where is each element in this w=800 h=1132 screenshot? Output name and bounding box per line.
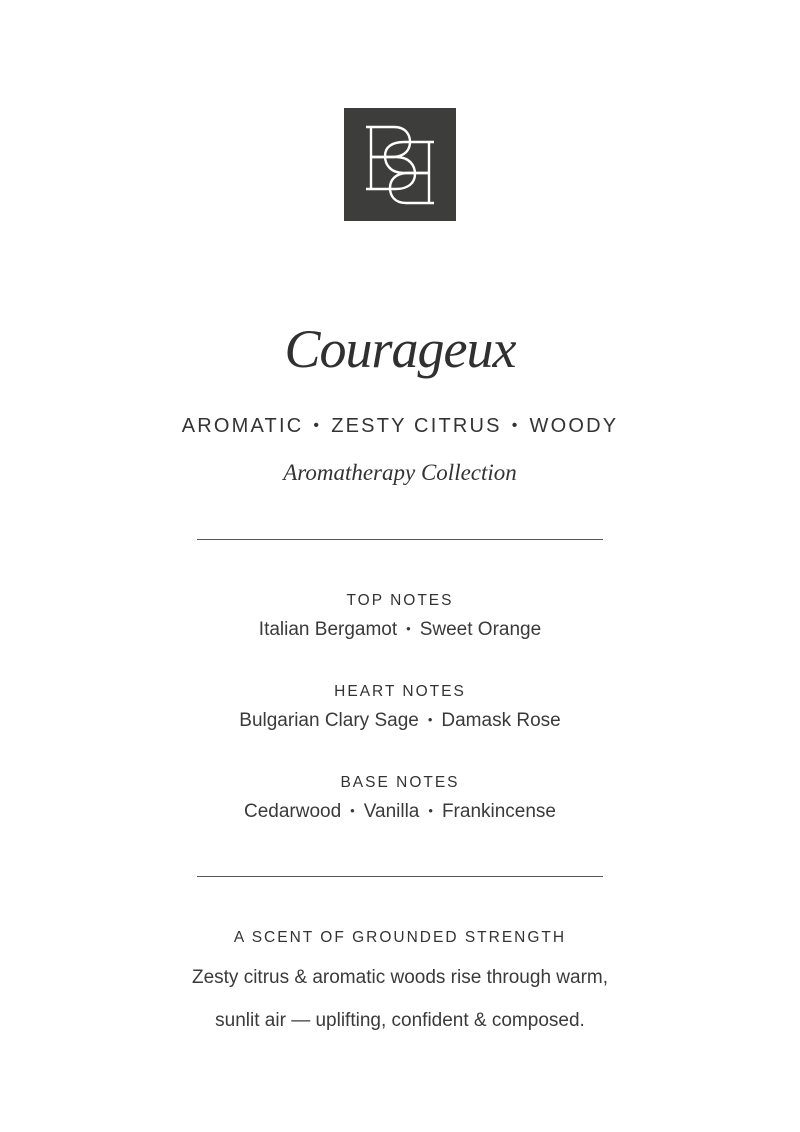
collection-name: Aromatherapy Collection: [283, 460, 517, 485]
description-line: Zesty citrus & aromatic woods rise through warm,: [191, 967, 609, 988]
product-title: Courageux: [284, 319, 516, 379]
note-item: Damask Rose: [441, 710, 561, 731]
note-item: Vanilla: [363, 801, 420, 822]
base-notes-list: [0, 799, 800, 826]
note-item: Sweet Orange: [419, 619, 542, 640]
accord-item: WOODY: [529, 415, 619, 437]
bb-monogram-icon: [344, 108, 456, 221]
separator-dot-icon: •: [428, 803, 433, 818]
accord-item: ZESTY CITRUS: [331, 415, 502, 437]
divider: [197, 876, 603, 877]
note-item: Frankincense: [441, 801, 556, 822]
heart-notes-heading: HEART NOTES: [334, 683, 466, 700]
heart-notes-list: [0, 708, 800, 735]
separator-dot-icon: •: [313, 417, 322, 434]
description-heading: A SCENT OF GROUNDED STRENGTH: [233, 929, 567, 946]
brand-logo: [344, 108, 456, 221]
top-notes-list: [0, 617, 800, 644]
accords-line: [0, 413, 800, 441]
top-notes-heading: TOP NOTES: [346, 592, 454, 609]
separator-dot-icon: •: [350, 803, 355, 818]
separator-dot-icon: •: [427, 712, 433, 727]
accord-item: AROMATIC: [181, 415, 304, 437]
note-item: Cedarwood: [244, 801, 342, 822]
note-item: Italian Bergamot: [258, 619, 398, 640]
separator-dot-icon: •: [406, 621, 411, 636]
base-notes-heading: BASE NOTES: [340, 774, 460, 791]
separator-dot-icon: •: [511, 417, 520, 434]
divider: [197, 539, 603, 540]
description-line: sunlit air — uplifting, confident & composed.: [215, 1010, 585, 1031]
note-item: Bulgarian Clary Sage: [239, 710, 419, 731]
